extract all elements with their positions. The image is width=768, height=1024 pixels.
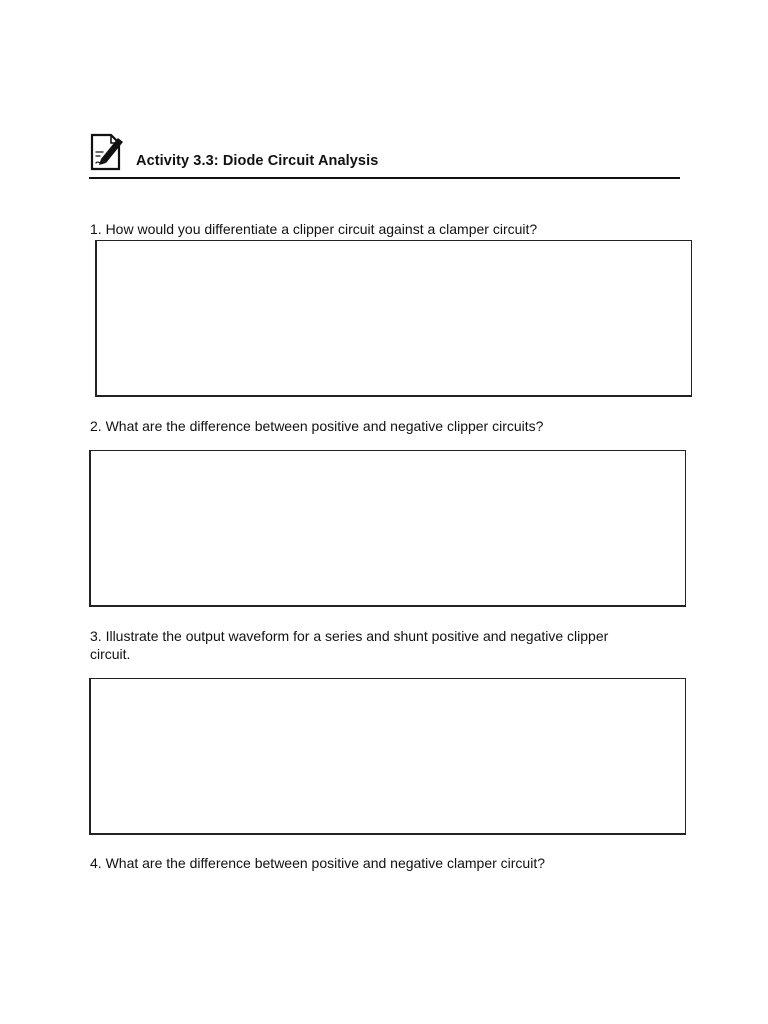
question-4: 4. What are the difference between positive and negative clamper circuit? (90, 855, 545, 871)
activity-title: Activity 3.3: Diode Circuit Analysis (136, 153, 379, 169)
answer-box-2[interactable] (89, 450, 686, 607)
answer-box-1[interactable] (95, 240, 692, 397)
title-divider (89, 177, 680, 179)
answer-box-3[interactable] (89, 678, 686, 835)
question-2: 2. What are the difference between positive and negative clipper circuits? (90, 418, 544, 434)
question-3-line-1: 3. Illustrate the output waveform for a series and shunt positive and negative clipper (90, 628, 609, 644)
question-1: 1. How would you differentiate a clipper circuit against a clamper circuit? (90, 221, 538, 237)
question-3 (90, 627, 608, 663)
writing-activity-icon (89, 132, 125, 172)
question-3-line-2: circuit. (90, 646, 131, 662)
